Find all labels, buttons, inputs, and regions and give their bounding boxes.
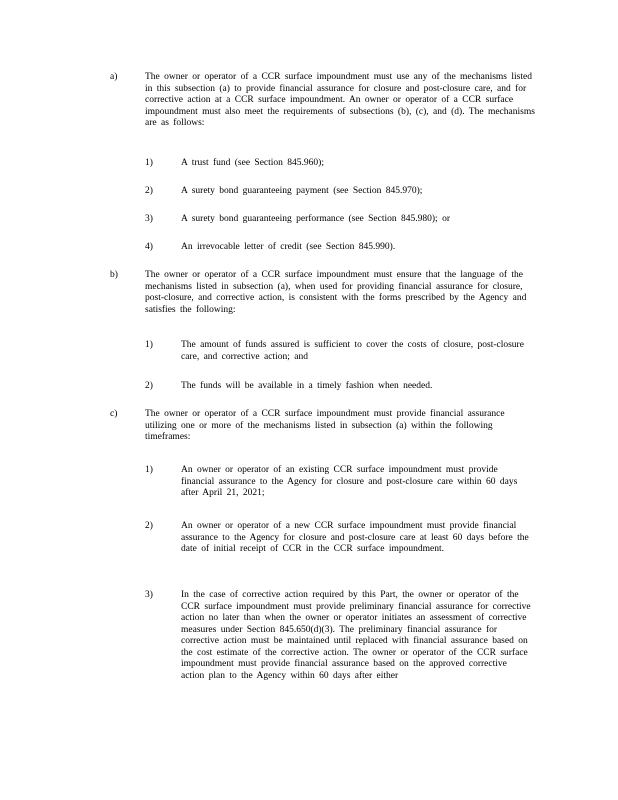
item-text-b1: The amount of funds assured is sufficient to cover the costs of closure, post-closure care, and corrective action; and — [181, 340, 524, 362]
item-text-a2: A surety bond guaranteeing payment (see Section 845.970); — [181, 186, 423, 196]
item-label-a4: 4) — [145, 242, 153, 252]
item-label-c3: 3) — [145, 590, 153, 600]
item-text-c3: In the case of corrective action required by this Part, the owner or operator of the CCR surface impoundment must provide preliminary financial assurance for corrective action no later than when the owner or operator initiates an assessment of corrective measures under Section 845.650(d)(3). The preliminary financial assurance for corrective action must be maintained until replaced with financial assurance based on the cost estimate of the corrective action. The owner or operator of the CCR surface impoundment must provide financial assurance based on the approved corrective action plan to the Agency within 60 days after either — [181, 590, 531, 681]
section-label-c: c) — [110, 409, 118, 419]
item-text-c2: An owner or operator of a new CCR surface impoundment must provide financial assurance to the Agency for closure and post-closure care at least 60 days before the date of initial receipt of CCR in the CCR surface impoundment. — [181, 521, 529, 554]
item-label-c2: 2) — [145, 521, 153, 531]
section-label-b: b) — [110, 270, 118, 280]
item-text-a4: An irrevocable letter of credit (see Section 845.990). — [181, 242, 396, 252]
item-text-a1: A trust fund (see Section 845.960); — [181, 158, 324, 168]
item-text-a3: A surety bond guaranteeing performance (see Section 845.980); or — [181, 214, 450, 224]
item-label-a1: 1) — [145, 158, 153, 168]
item-label-c1: 1) — [145, 465, 153, 475]
item-label-b2: 2) — [145, 381, 153, 391]
item-text-c1: An owner or operator of an existing CCR surface impoundment must provide financial assurance to the Agency for closure and post-closure care within 60 days after April 21, 2021; — [181, 465, 518, 498]
section-text-b: The owner or operator of a CCR surface impoundment must ensure that the language of the mechanisms listed in subsection (a), when used for providing financial assurance for closure, post-closure, and corrective action, is consistent with the forms prescribed by the Agency and satisfies the following: — [145, 270, 527, 315]
section-text-a: The owner or operator of a CCR surface impoundment must use any of the mechanisms listed in this subsection (a) to provide financial assurance for closure and post-closure care, and for corrective action at a CCR surface impoundment. An owner or operator of a CCR surface impoundment must also meet the requirements of subsections (b), (c), and (d). The mechanisms are as follows: — [145, 72, 535, 128]
item-label-a3: 3) — [145, 214, 153, 224]
item-label-b1: 1) — [145, 340, 153, 350]
section-label-a: a) — [110, 72, 118, 82]
item-text-b2: The funds will be available in a timely fashion when needed. — [181, 381, 433, 391]
section-text-c: The owner or operator of a CCR surface impoundment must provide financial assurance utilizing one or more of the mechanisms listed in subsection (a) within the following timeframes: — [145, 409, 505, 442]
item-label-a2: 2) — [145, 186, 153, 196]
